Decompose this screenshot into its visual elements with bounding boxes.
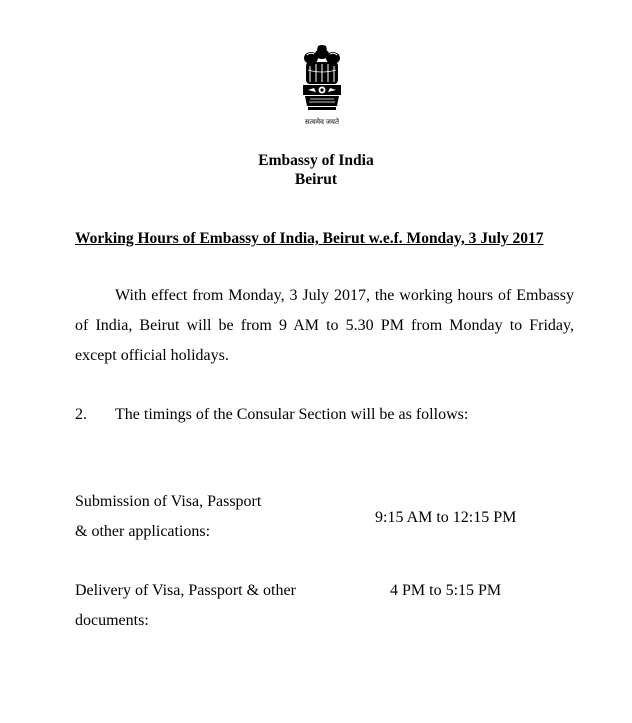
timing-hours-submission: 9:15 AM to 12:15 PM [375, 509, 517, 526]
timing-service-line: Submission of Visa, Passport [75, 493, 262, 510]
notice-paragraph-working-hours: With effect from Monday, 3 July 2017, the working hours of Embassy of India, Beirut will be from 9 AM to 5.30 PM from Monday to Friday, except official holidays. [75, 287, 574, 364]
organization-city: Beirut [294, 171, 338, 188]
item-number: 2. [75, 406, 87, 423]
timing-service-submission [75, 487, 335, 547]
item-text: The timings of the Consular Section will be as follows: [115, 406, 469, 423]
national-motto: सत्यमेव जयते [305, 118, 339, 126]
timing-service-line: Delivery of Visa, Passport & other [75, 582, 296, 599]
notice-title: Working Hours of Embassy of India, Beirut w.e.f. Monday, 3 July 2017 [75, 230, 544, 247]
timing-service-line: & other applications: [75, 523, 211, 540]
notice-item-consular-timings [75, 404, 468, 426]
timing-service-delivery [75, 576, 335, 636]
timing-service-line: documents: [75, 612, 149, 629]
timing-hours-delivery: 4 PM to 5:15 PM [390, 582, 502, 599]
organization-name: Embassy of India [258, 152, 374, 169]
